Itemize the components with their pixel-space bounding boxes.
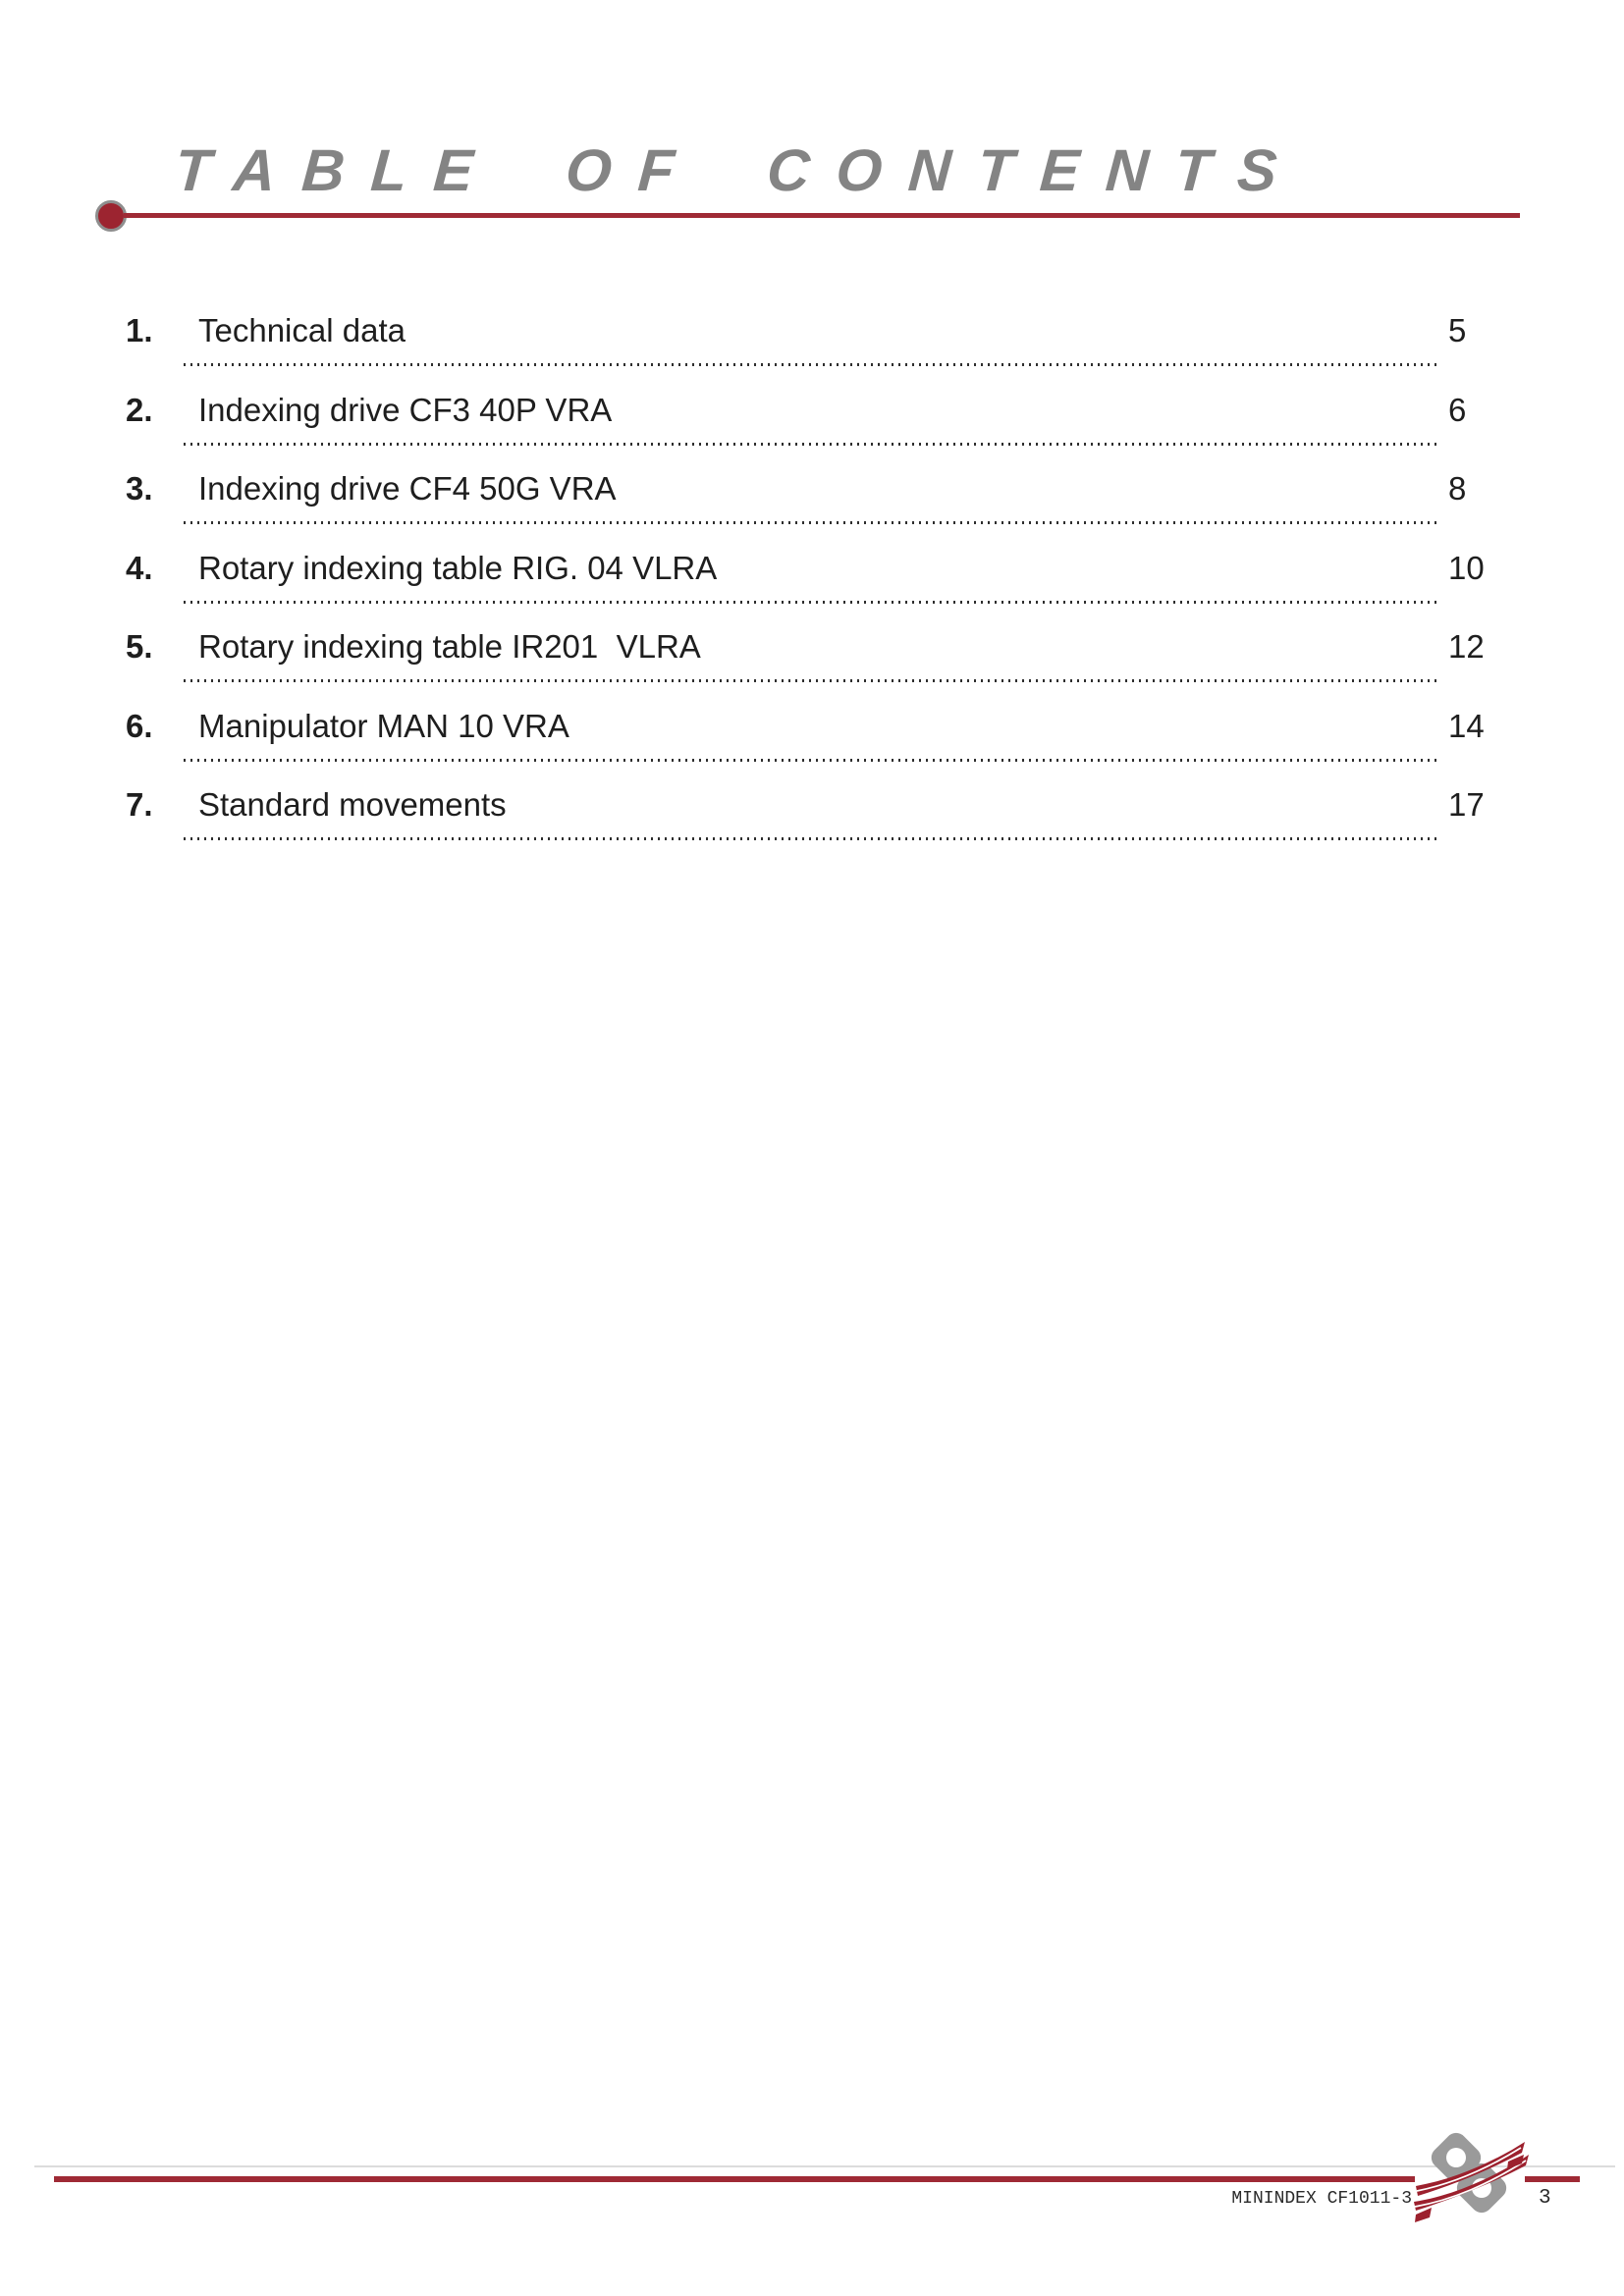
toc-entry-number: 5.: [126, 628, 153, 665]
toc-entry-title: Manipulator MAN 10 VRA: [198, 707, 569, 744]
toc-entry-page-number: 12: [1448, 628, 1485, 665]
toc-entry-page-number: 17: [1448, 786, 1485, 823]
toc-entry-title: Rotary indexing table RIG. 04 VLRA: [198, 549, 718, 586]
toc-entry-title: Indexing drive CF3 40P VRA: [198, 391, 613, 428]
toc-entry-title: Standard movements: [198, 786, 507, 823]
toc-entry-row[interactable]: [0, 786, 1624, 865]
toc-entry-number: 3.: [126, 470, 153, 507]
page-title: TABLE OF CONTENTS: [172, 137, 1306, 203]
toc-entry-title: Technical data: [198, 312, 406, 348]
toc-entry-number: 7.: [126, 786, 153, 823]
toc-entry-number: 4.: [126, 549, 153, 586]
toc-entry-number: 6.: [126, 707, 153, 744]
toc-entry-row[interactable]: [0, 550, 1624, 628]
toc-dotted-leader: [184, 521, 1436, 524]
toc-entry-title: Indexing drive CF4 50G VRA: [198, 470, 617, 507]
toc-entry-row[interactable]: [0, 470, 1624, 549]
toc-entry-row[interactable]: [0, 708, 1624, 786]
footer-rule-left: [54, 2176, 1415, 2182]
toc-entry-page-number: 6: [1448, 391, 1467, 428]
table-of-contents: [0, 0, 1624, 933]
footer-page-number: 3: [1539, 2187, 1551, 2210]
toc-dotted-leader: [184, 837, 1436, 840]
toc-entry-row[interactable]: [0, 312, 1624, 391]
toc-entry-row[interactable]: [0, 628, 1624, 707]
toc-entry-page-number: 5: [1448, 312, 1467, 348]
toc-dotted-leader: [184, 363, 1436, 366]
footer-hairline: [34, 2165, 1615, 2167]
toc-entry-title: Rotary indexing table IR201 VLRA: [198, 628, 701, 665]
toc-entry-number: 1.: [126, 312, 153, 348]
toc-entry-number: 2.: [126, 391, 153, 428]
toc-entry-page-number: 14: [1448, 707, 1485, 744]
toc-dotted-leader: [184, 759, 1436, 762]
toc-dotted-leader: [184, 443, 1436, 446]
toc-entry-page-number: 8: [1448, 470, 1467, 507]
toc-dotted-leader: [184, 679, 1436, 682]
company-logo-icon: [1410, 2128, 1534, 2226]
toc-entry-page-number: 10: [1448, 549, 1485, 586]
footer-document-reference: MININDEX CF1011-3: [1231, 2189, 1412, 2209]
toc-entry-row[interactable]: [0, 392, 1624, 470]
toc-dotted-leader: [184, 601, 1436, 604]
